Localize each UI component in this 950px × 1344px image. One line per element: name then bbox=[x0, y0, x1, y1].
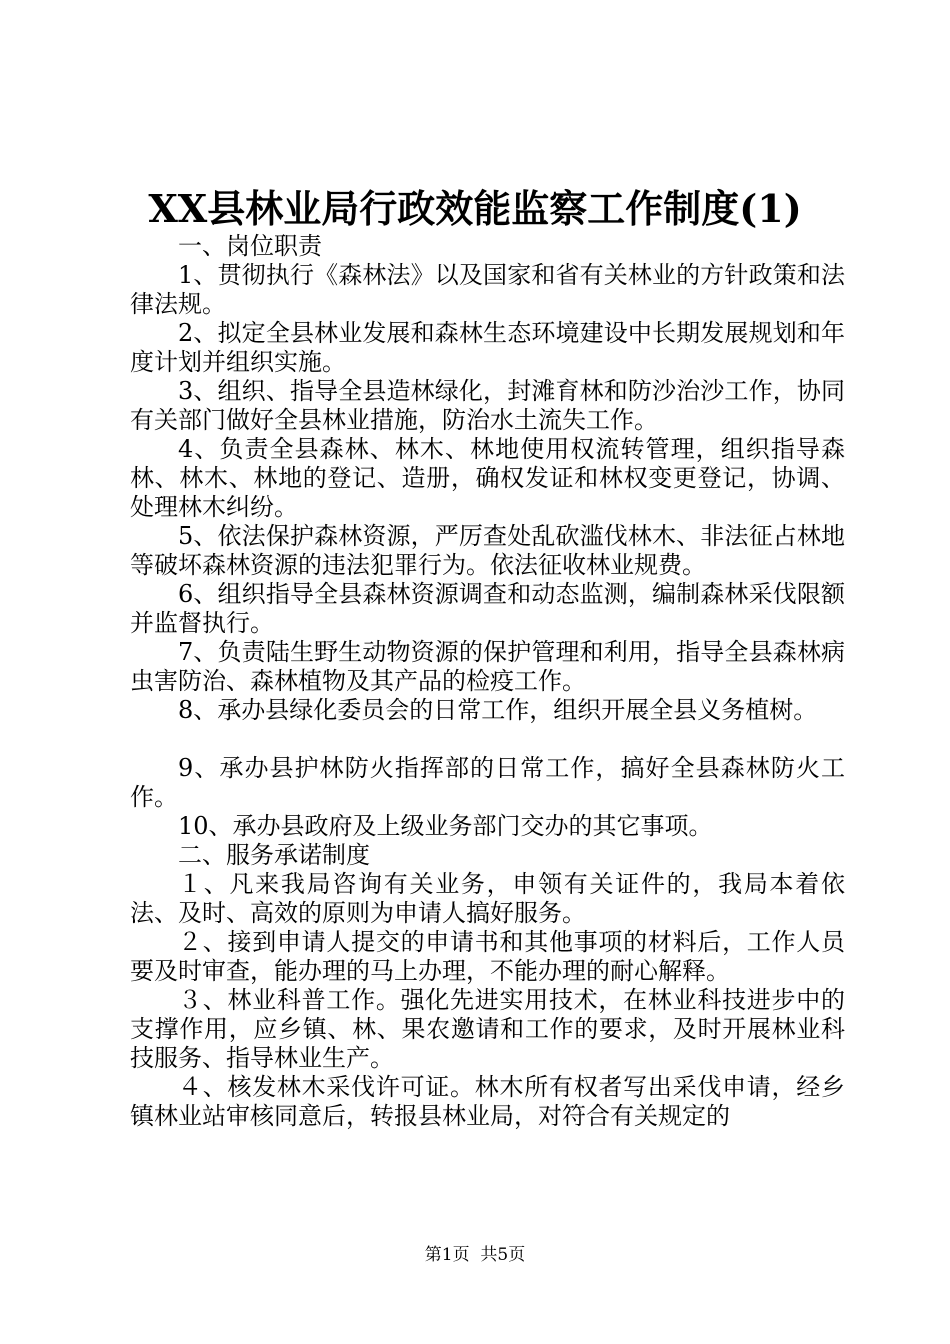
paragraph: ３、林业科普工作。强化先进实用技术，在林业科技进步中的支撑作用，应乡镇、林、果农邀请和工作的要求，及时开展林业科技服务、指导林业生产。 bbox=[130, 986, 845, 1072]
paragraph: 3、组织、指导全县造林绿化，封滩育林和防沙治沙工作，协同有关部门做好全县林业措施，防治水土流失工作。 bbox=[130, 377, 845, 434]
paragraph: 8、承办县绿化委员会的日常工作，组织开展全县义务植树。 bbox=[178, 696, 818, 724]
document-body bbox=[130, 232, 845, 1131]
document-title: XX县林业局行政效能监察工作制度(1) bbox=[148, 186, 802, 231]
page-number-current: 第1页 bbox=[424, 1245, 470, 1265]
paragraph: ２、接到申请人提交的申请书和其他事项的材料后，工作人员要及时审查，能办理的马上办理，不能办理的耐心解释。 bbox=[130, 928, 845, 985]
paragraph: 2、拟定全县林业发展和森林生态环境建设中长期发展规划和年度计划并组织实施。 bbox=[130, 319, 845, 376]
paragraph: 9、承办县护林防火指挥部的日常工作，搞好全县森林防火工作。 bbox=[130, 754, 845, 811]
paragraph: ４、核发林木采伐许可证。林木所有权者写出采伐申请，经乡镇林业站审核同意后，转报县林业局，对符合有关规定的 bbox=[130, 1073, 845, 1130]
paragraph: 7、负责陆生野生动物资源的保护管理和利用，指导全县森林病虫害防治、森林植物及其产品的检疫工作。 bbox=[130, 638, 845, 695]
paragraph: 5、依法保护森林资源，严厉查处乱砍滥伐林木、非法征占林地等破坏森林资源的违法犯罪行为。依法征收林业规费。 bbox=[130, 522, 845, 579]
page-number-total: 共5页 bbox=[480, 1245, 526, 1265]
paragraph: 10、承办县政府及上级业务部门交办的其它事项。 bbox=[178, 812, 713, 840]
paragraph: １、凡来我局咨询有关业务，申领有关证件的，我局本着依法、及时、高效的原则为申请人搞好服务。 bbox=[130, 870, 845, 927]
section-heading-duties: 一、岗位职责 bbox=[178, 232, 322, 260]
page-footer bbox=[0, 1244, 950, 1266]
paragraph: 6、组织指导全县森林资源调查和动态监测，编制森林采伐限额并监督执行。 bbox=[130, 580, 845, 637]
paragraph: 4、负责全县森林、林木、林地使用权流转管理，组织指导森林、林木、林地的登记、造册，确权发证和林权变更登记，协调、处理林木纠纷。 bbox=[130, 435, 845, 521]
paragraph: 1、贯彻执行《森林法》以及国家和省有关林业的方针政策和法律法规。 bbox=[130, 261, 845, 318]
section-heading-service: 二、服务承诺制度 bbox=[178, 841, 370, 869]
